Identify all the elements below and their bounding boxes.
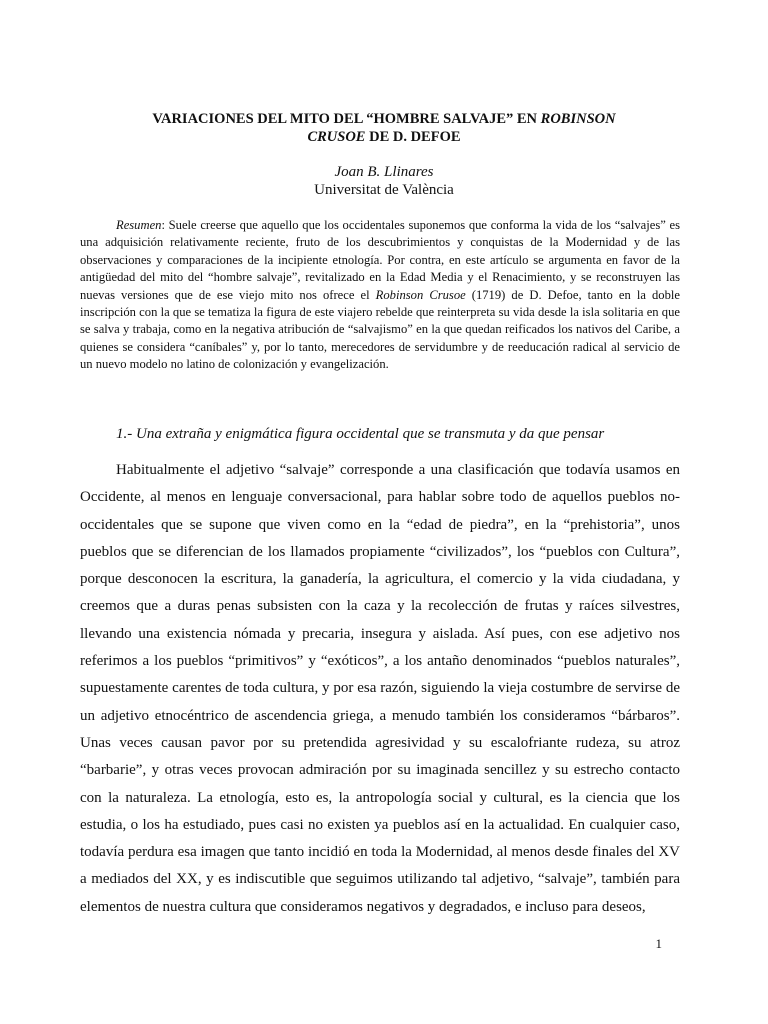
author-name: Joan B. Llinares bbox=[334, 164, 434, 180]
section-heading: 1.- Una extraña y enigmática figura occidental que se transmuta y da que pensar bbox=[116, 426, 605, 442]
abstract bbox=[80, 217, 680, 374]
title-text-2: DE D. DEFOE bbox=[365, 129, 461, 145]
title-italic-1: ROBINSON bbox=[540, 111, 616, 127]
abstract-text-1: : Suele creerse que aquello que los occidentales suponemos que conforma la vida de los “salvajes” es una adquisición relativamente reciente, fruto de los descubrimientos y conquistas de la Modernidad y de las observaciones y comparaciones de la incipiente etnología. Por contra, en este artículo se argumenta en favor de la antigüedad del mito del “hombre salvaje”, revitalizado en la Edad Media y el Renacimiento, y se reconstruyen las nuevas versiones que de ese viejo mito nos ofrece el bbox=[80, 218, 680, 302]
page-number: 1 bbox=[655, 936, 662, 951]
title-italic-2: CRUSOE bbox=[307, 129, 366, 145]
abstract-book-title: Robinson Crusoe bbox=[375, 287, 466, 302]
abstract-label: Resumen bbox=[116, 218, 162, 232]
body-paragraph: Habitualmente el adjetivo “salvaje” corresponde a una clasificación que todavía usamos en Occidente, al menos en lenguaje conversacional, para hablar sobre todo de aquellos pueblos no-occidentales que se supone que viven como en la “edad de piedra”, en la “prehistoria”, unos pueblos que se diferencian de los llamados propiamente “civilizados”, los “pueblos con Cultura”, porque desconocen la escritura, la ganadería, la agricultura, el comercio y la vida ciudadana, y creemos que a duras penas subsisten con la caza y la recolección de frutas y raíces silvestres, llevando una existencia nómada y precaria, insegura y aislada. Así pues, con ese adjetivo nos referimos a los pueblos “primitivos” y “exóticos”, a los antaño denominados “pueblos naturales”, supuestamente carentes de toda cultura, y por esa razón, siguiendo la vieja costumbre de servirse de un adjetivo etnocéntrico de ascendencia griega, a menudo también los consideramos “bárbaros”. Unas veces causan pavor por su pretendida agresividad y su escalofriante rudeza, su atroz “barbarie”, y otras veces provocan admiración por su imaginada sencillez y su estrecho contacto con la naturaleza. La etnología, esto es, la antropología social y cultural, es la ciencia que los estudia, o los ha estudiado, pues casi no existen ya pueblos así en la actualidad. En cualquier caso, todavía perdura esa imagen que tanto incidió en toda la Modernidad, al menos desde finales del XV a mediados del XX, y es indiscutible que seguimos utilizando tal adjetivo, “salvaje”, también para elementos de nuestra cultura que consideramos negativos y degradados, e incluso para deseos, bbox=[80, 462, 680, 915]
paper-title bbox=[120, 110, 648, 146]
author-affiliation: Universitat de València bbox=[314, 182, 454, 198]
title-text-1: VARIACIONES DEL MITO DEL “HOMBRE SALVAJE” EN bbox=[152, 111, 541, 127]
abstract-text-2: (1719) de D. Defoe, tanto en la doble inscripción con la que se tematiza la figura de este viajero rebelde que reinterpreta su vida desde la isla solitaria en que se salva y trabaja, como en la negativa atribución de “salvajismo” en la que quedan reificados los nativos del Caribe, a quienes se considera “caníbales” y, por lo tanto, merecedores de servidumbre y de reeducación radical al servicio de un nuevo modelo no latino de colonización y evangelización. bbox=[80, 287, 680, 372]
